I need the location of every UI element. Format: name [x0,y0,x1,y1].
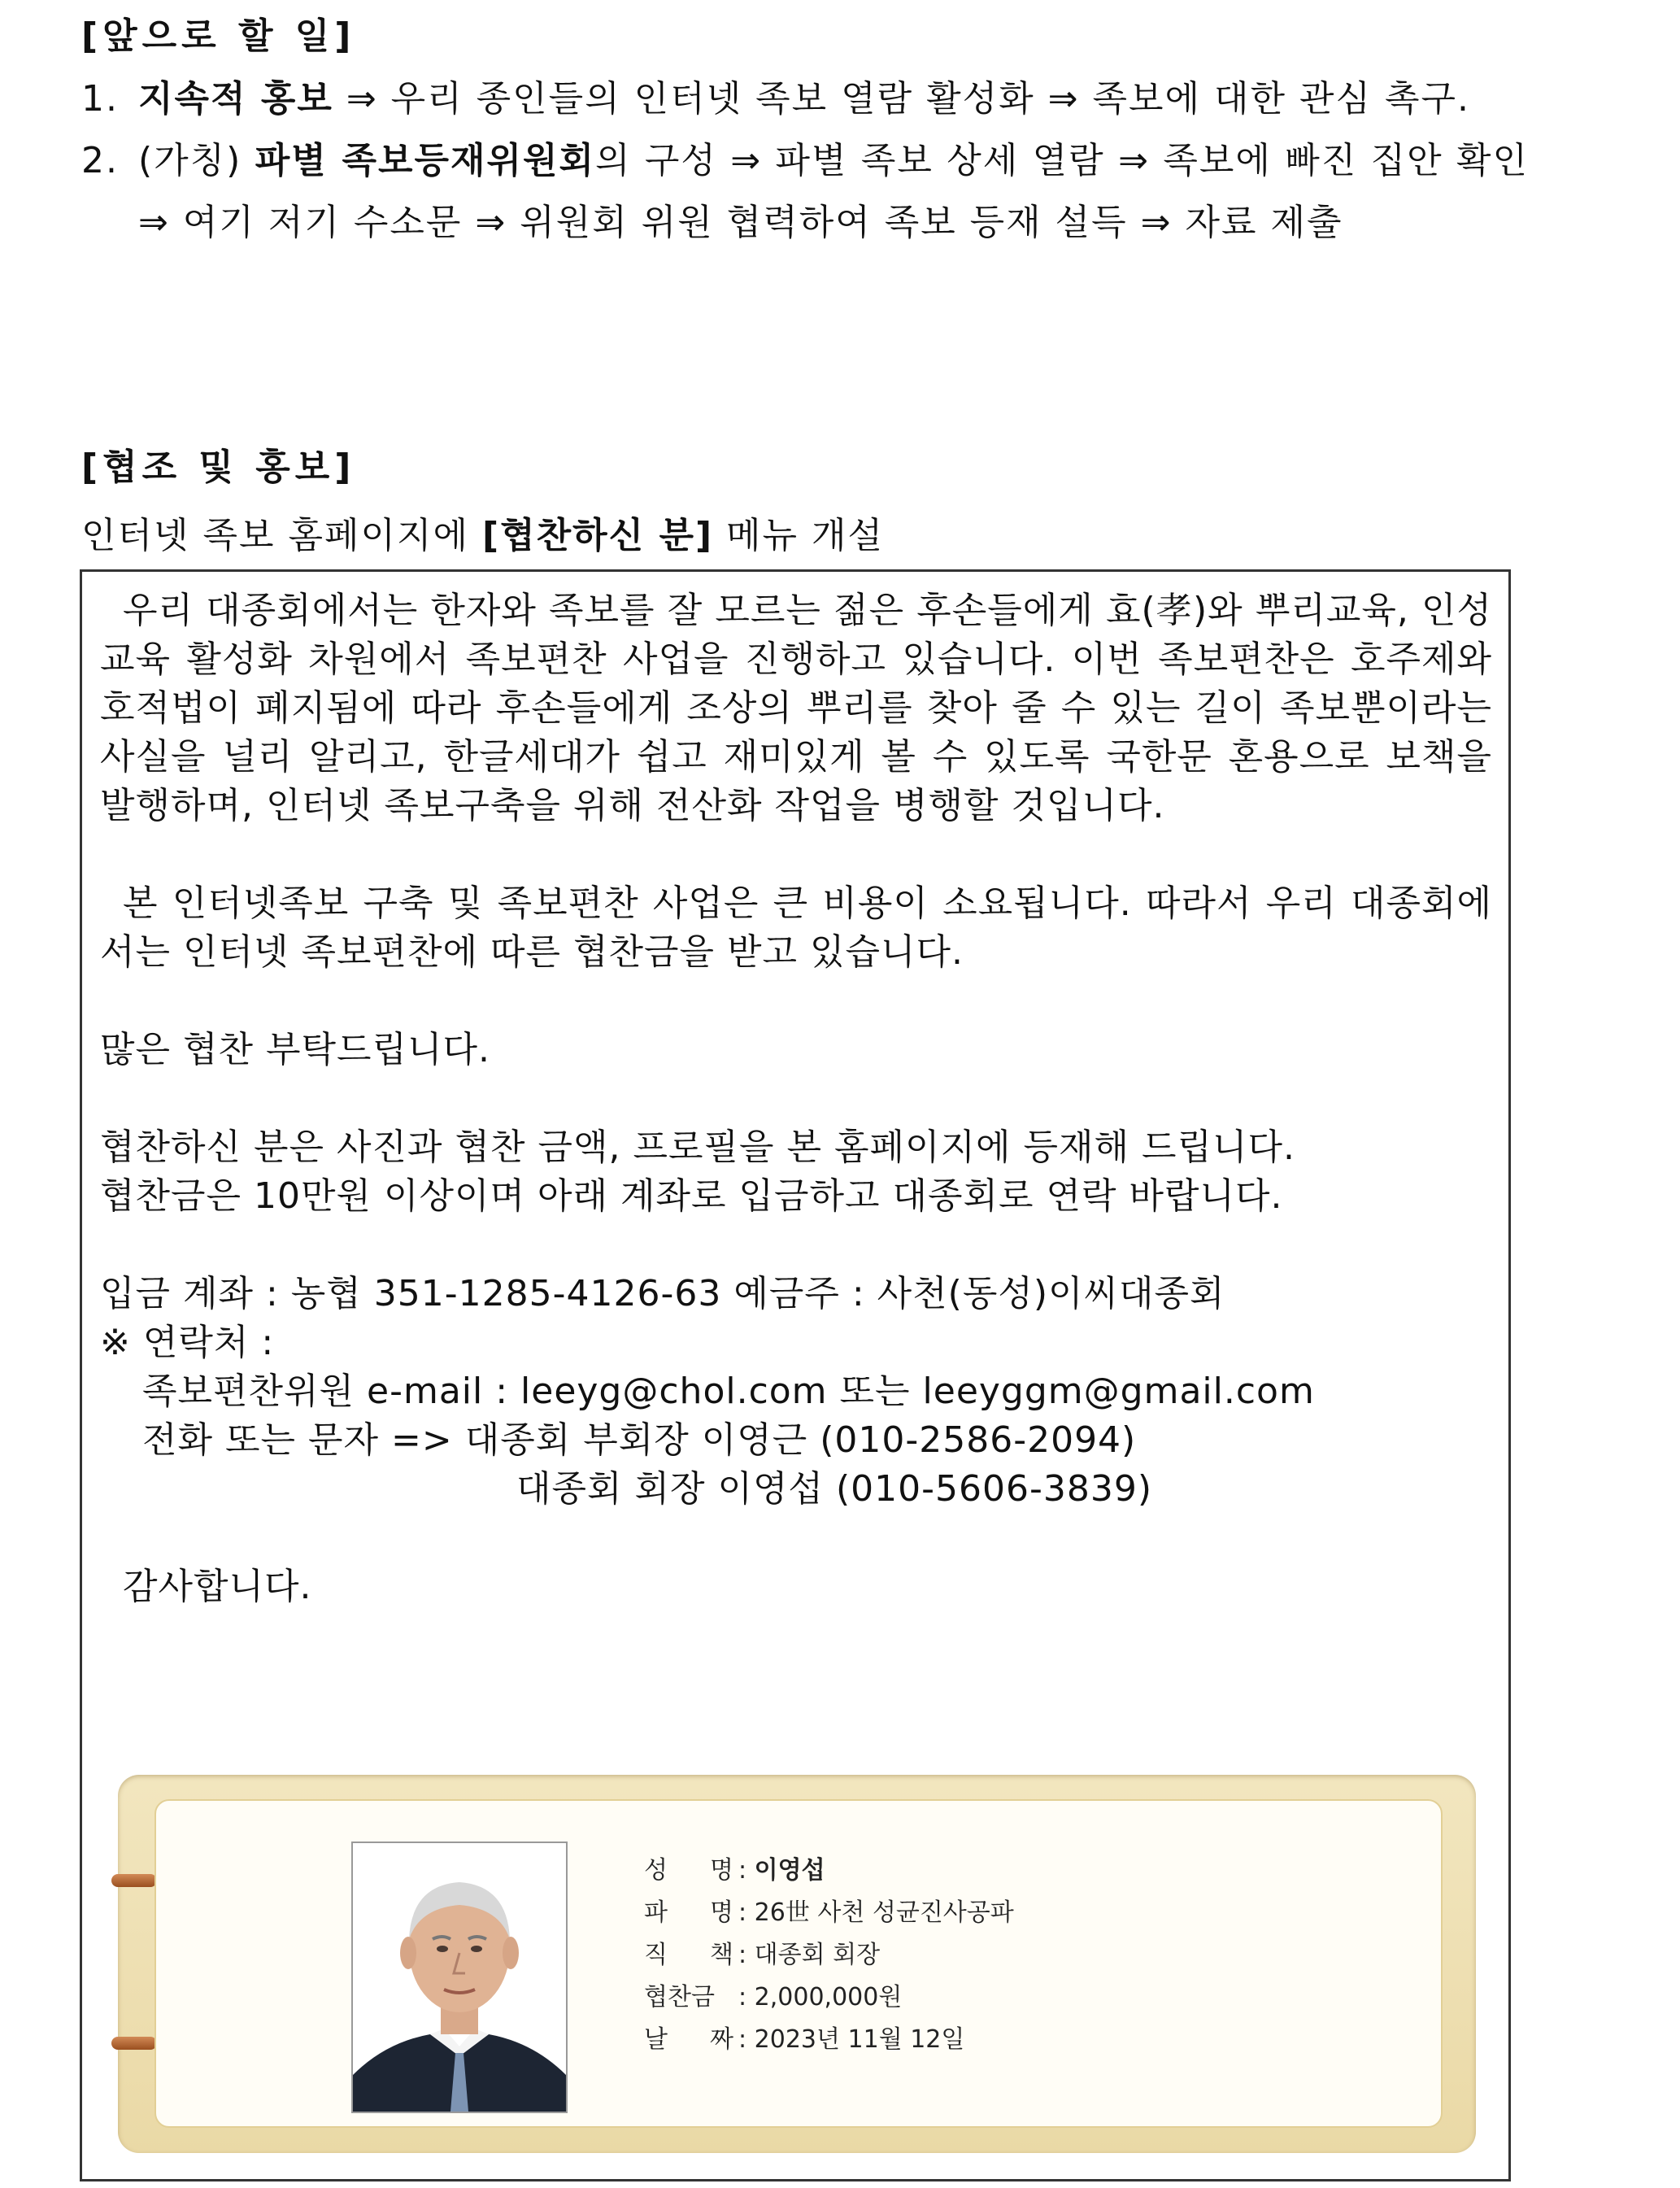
todo-item-number: 1. [81,78,119,120]
intro-text-after: 메뉴 개설 [713,515,885,556]
profile-value: 2,000,000원 [754,1983,903,2011]
thanks-text: 감사합니다. [123,1566,312,1607]
notice-paragraph-4: 협찬하신 분은 사진과 협찬 금액, 프로필을 본 홈페이지에 등재해 드립니다. [100,1127,1295,1168]
portrait-illustration [353,1843,566,2112]
profile-row-amount: 협찬금 : 2,000,000원 [644,1977,1014,2019]
profile-row-position: 직 책 : 대종회 회장 [644,1934,1014,1977]
profile-label: 파 명 [644,1898,733,1927]
profile-label: 성 명 [644,1856,733,1885]
profile-label: 협찬금 [644,1983,715,2011]
todo-item-prefix: (가칭) [138,140,255,181]
todo-item-1 [81,68,1529,130]
profile-label: 직 책 [644,1941,733,1969]
intro-menu-name: [협찬하신 분] [482,515,714,556]
todo-item-2 [81,130,1529,254]
sponsor-profile-card [118,1775,1476,2153]
intro-text: 인터넷 족보 홈페이지에 [81,515,482,556]
sponsor-photo [351,1841,568,2113]
notice-paragraph-2: 본 인터넷족보 구축 및 족보편찬 사업은 큰 비용이 소요됩니다. 따라서 우리 대종회에서는 인터넷 족보편찬에 따른 협찬금을 받고 있습니다. [100,883,1492,973]
profile-row-name: 성 명 : 이영섭 [644,1850,1014,1892]
contact-phone-president: 대종회 회장 이영섭 (010-5606-3839) [516,1468,1153,1510]
notice-paragraph-1: 우리 대종회에서는 한자와 족보를 잘 모르는 젊은 후손들에게 효(孝)와 뿌리교육, 인성교육 활성화 차원에서 족보편찬 사업을 진행하고 있습니다. 이번 족보편찬은 호주제와 호적법이 폐지됨에 따라 후손들에게 조상의 뿌리를 찾아 줄 수 있는 길이 족보뿐이라는 사실을 널리 알리고, 한글세대가 쉽고 재미있게 볼 수 있도록 국한문 혼용으로 보책을 발행하며, 인터넷 족보구축을 위해 전산화 작업을 병행할 것입니다. [100,590,1493,826]
profile-value: 26世 사천 성균진사공파 [754,1898,1014,1927]
contact-phone-vice-president: 전화 또는 문자 => 대종회 부회장 이영근 (010-2586-2094) [142,1419,1137,1461]
profile-row-date: 날 짜 : 2023년 11월 12일 [644,2019,1014,2061]
todo-item-text: 의 구성 ⇒ 파별 족보 상세 열람 ⇒ 족보에 빠진 집안 확인 ⇒ 여기 저기 수소문 ⇒ 위원회 위원 협력하여 족보 등재 설득 ⇒ 자료 제출 [138,140,1529,243]
todo-item-bold: 지속적 홍보 [138,78,333,120]
binder-ring-icon [111,1874,157,1887]
todo-item-bold: 파별 족보등재위원회 [255,140,595,181]
todo-item-text: ⇒ 우리 종인들의 인터넷 족보 열람 활성화 ⇒ 족보에 대한 관심 촉구. [333,78,1470,120]
profile-row-branch: 파 명 : 26世 사천 성균진사공파 [644,1892,1014,1934]
binder-ring-icon [111,2037,157,2050]
profile-card-inner [155,1799,1443,2128]
profile-value: 대종회 회장 [754,1941,881,1969]
contact-email: 족보편찬위원 e-mail : leeyg@chol.com 또는 leeyggm@gmail.com [142,1371,1315,1412]
bank-account: 입금 계좌 : 농협 351-1285-4126-63 예금주 : 사천(동성)이씨대종회 [100,1273,1225,1314]
todo-list [81,68,1529,254]
profile-value: 2023년 11월 12일 [754,2025,965,2054]
profile-info [644,1850,1014,2061]
todo-item-number: 2. [81,140,119,181]
profile-label: 날 짜 [644,2025,733,2054]
menu-intro-line [81,506,884,558]
notice-paragraph-5: 협찬금은 10만원 이상이며 아래 계좌로 입금하고 대종회로 연락 바랍니다. [100,1175,1283,1217]
section-heading-todo: [앞으로 할 일] [81,15,356,57]
spacer [100,1514,1492,1563]
notice-content [100,586,1492,1611]
contact-label: ※ 연락처 : [100,1322,275,1363]
notice-paragraph-3: 많은 협찬 부탁드립니다. [100,1029,490,1070]
profile-value: 이영섭 [754,1856,825,1885]
section-heading-cooperation: [협조 및 홍보] [81,447,356,488]
